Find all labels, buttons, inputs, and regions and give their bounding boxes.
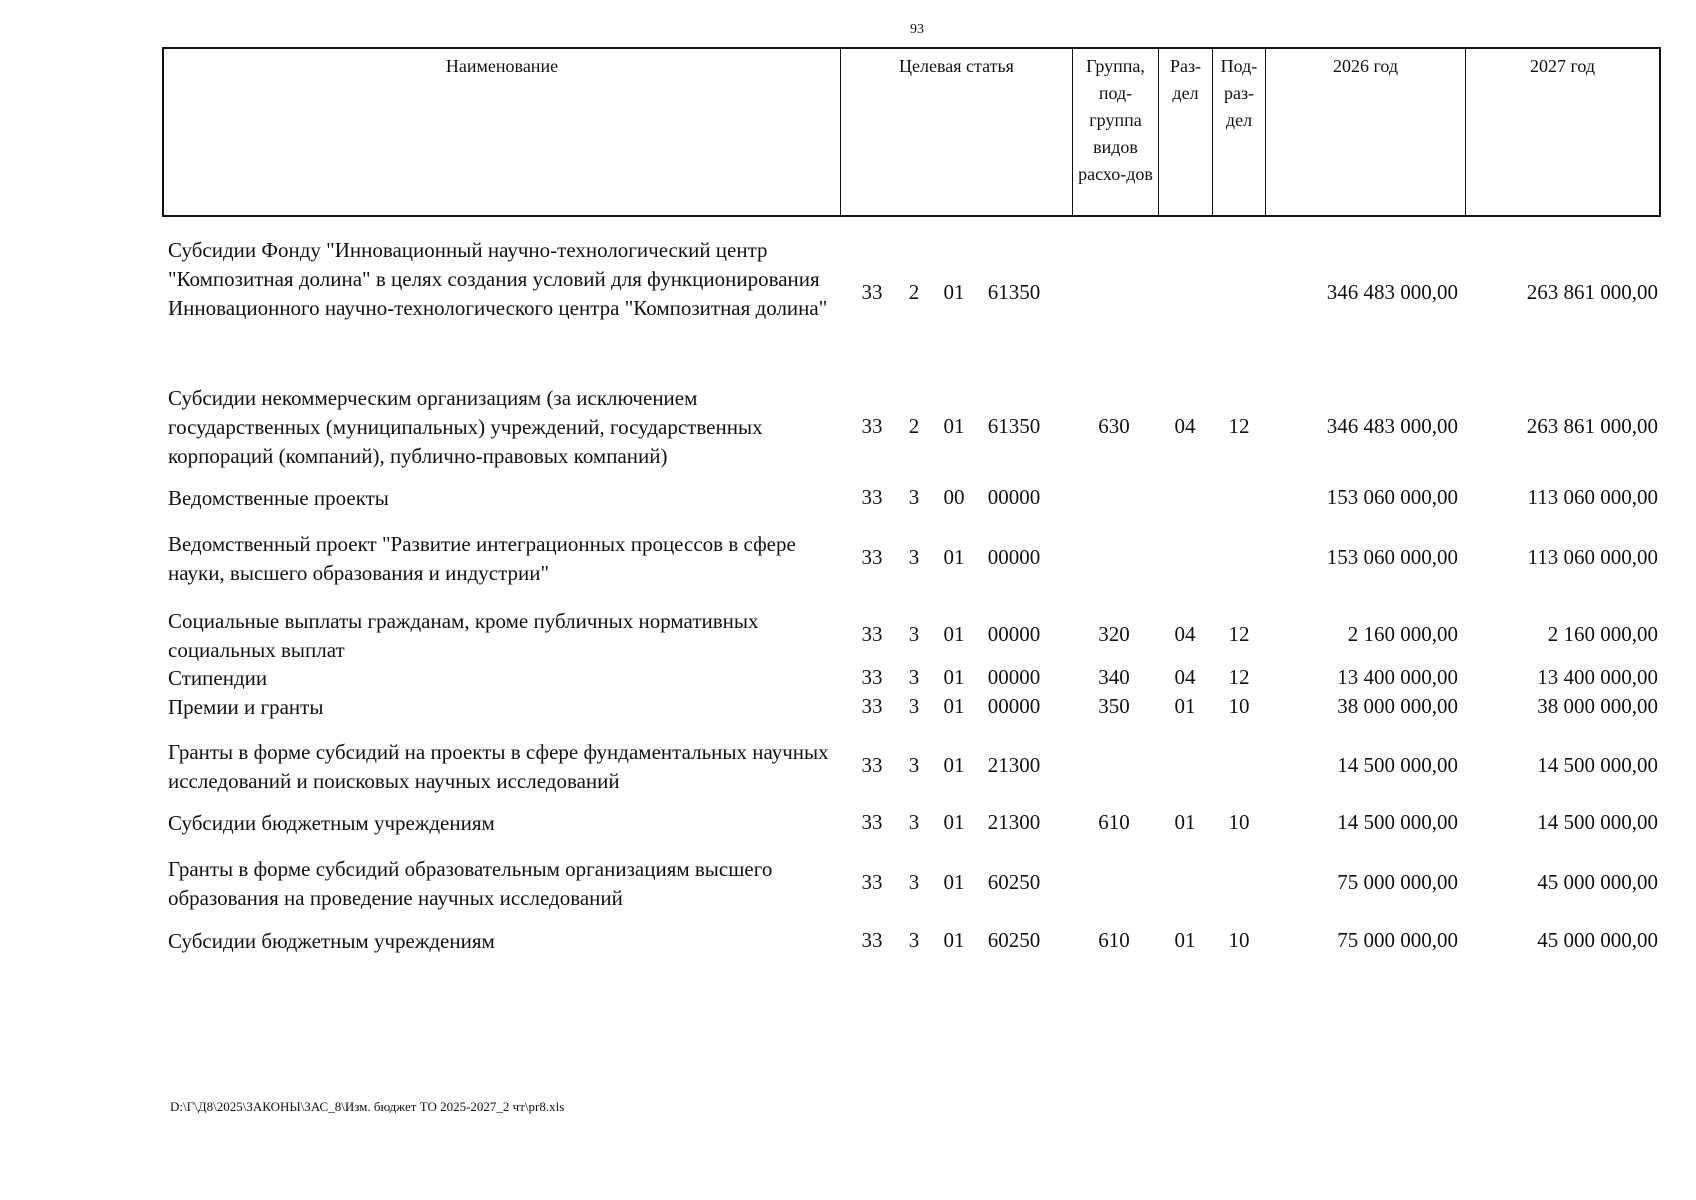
row-name: Премии и гранты bbox=[168, 695, 324, 719]
row-c3: 01 bbox=[943, 809, 965, 834]
row-amount-2027: 113 060 000,00 bbox=[1527, 545, 1658, 569]
row-c1: 33 bbox=[861, 280, 883, 304]
row-amount-2026: 153 060 000,00 bbox=[1326, 484, 1458, 509]
row-amount-2026: 2 160 000,00 bbox=[1347, 622, 1458, 646]
table-row bbox=[162, 927, 1661, 956]
row-c3: 01 bbox=[943, 664, 965, 689]
row-c1: 33 bbox=[861, 753, 883, 777]
table-row bbox=[162, 484, 1661, 513]
row-prz: 10 bbox=[1228, 927, 1250, 952]
row-c3: 01 bbox=[943, 622, 965, 646]
row-c2: 3 bbox=[908, 622, 920, 646]
row-amount-2027: 14 500 000,00 bbox=[1537, 753, 1658, 777]
row-rz: 01 bbox=[1174, 809, 1196, 834]
table-row bbox=[162, 809, 1661, 838]
row-c2: 3 bbox=[908, 664, 920, 689]
row-c3: 01 bbox=[943, 927, 965, 952]
row-prz: 10 bbox=[1228, 693, 1250, 718]
row-c4: 00000 bbox=[987, 664, 1041, 689]
table-row bbox=[162, 530, 1661, 588]
row-name: Ведомственный проект "Развитие интеграционных процессов в сфере науки, высшего образования и индустрии" bbox=[168, 532, 796, 585]
row-c4: 00000 bbox=[987, 693, 1041, 718]
row-amount-2026: 153 060 000,00 bbox=[1326, 545, 1458, 569]
row-c2: 3 bbox=[908, 545, 920, 569]
row-amount-2026: 13 400 000,00 bbox=[1337, 664, 1458, 689]
row-c3: 01 bbox=[943, 413, 965, 438]
table-row bbox=[162, 693, 1661, 722]
row-c3: 01 bbox=[943, 753, 965, 777]
row-c4: 60250 bbox=[987, 870, 1041, 894]
row-c1: 33 bbox=[861, 927, 883, 952]
header-target: Целевая статья bbox=[841, 49, 1073, 215]
row-amount-2027: 13 400 000,00 bbox=[1537, 664, 1658, 689]
row-rz: 01 bbox=[1174, 693, 1196, 718]
header-2026: 2026 год bbox=[1266, 49, 1466, 215]
table-row bbox=[162, 607, 1661, 665]
row-c1: 33 bbox=[861, 413, 883, 438]
row-name: Ведомственные проекты bbox=[168, 486, 389, 510]
table-row bbox=[162, 738, 1661, 796]
row-c1: 33 bbox=[861, 484, 883, 509]
row-c1: 33 bbox=[861, 870, 883, 894]
row-amount-2027: 45 000 000,00 bbox=[1537, 927, 1658, 952]
table-row bbox=[162, 855, 1661, 913]
table-row bbox=[162, 664, 1661, 693]
row-c3: 01 bbox=[943, 280, 965, 304]
row-prz: 10 bbox=[1228, 809, 1250, 834]
row-prz: 12 bbox=[1228, 413, 1250, 438]
row-c4: 61350 bbox=[987, 280, 1041, 304]
header-razdel: Раз-дел bbox=[1159, 49, 1213, 215]
row-grp: 610 bbox=[1098, 809, 1130, 834]
row-name: Субсидии бюджетным учреждениям bbox=[168, 811, 495, 835]
row-grp: 630 bbox=[1098, 413, 1130, 438]
row-c2: 3 bbox=[908, 927, 920, 952]
row-c1: 33 bbox=[861, 664, 883, 689]
row-c4: 60250 bbox=[987, 927, 1041, 952]
row-name: Субсидии бюджетным учреждениям bbox=[168, 929, 495, 953]
row-c4: 61350 bbox=[987, 413, 1041, 438]
row-prz: 12 bbox=[1228, 664, 1250, 689]
row-c1: 33 bbox=[861, 809, 883, 834]
row-rz: 01 bbox=[1174, 927, 1196, 952]
row-c4: 21300 bbox=[987, 809, 1041, 834]
table-row bbox=[162, 236, 1661, 352]
row-amount-2027: 14 500 000,00 bbox=[1537, 809, 1658, 834]
table-row bbox=[162, 384, 1661, 471]
row-grp: 320 bbox=[1098, 622, 1130, 646]
row-amount-2027: 263 861 000,00 bbox=[1526, 280, 1658, 304]
row-c2: 3 bbox=[908, 484, 920, 509]
row-grp: 350 bbox=[1098, 693, 1130, 718]
row-c1: 33 bbox=[861, 545, 883, 569]
header-2027: 2027 год bbox=[1529, 56, 1596, 76]
row-amount-2026: 14 500 000,00 bbox=[1337, 809, 1458, 834]
row-amount-2027: 113 060 000,00 bbox=[1527, 484, 1658, 509]
row-c3: 00 bbox=[943, 484, 965, 509]
row-amount-2027: 45 000 000,00 bbox=[1537, 870, 1658, 894]
row-amount-2026: 38 000 000,00 bbox=[1337, 693, 1458, 718]
row-amount-2027: 2 160 000,00 bbox=[1547, 622, 1658, 646]
row-rz: 04 bbox=[1174, 622, 1196, 646]
row-prz: 12 bbox=[1228, 622, 1250, 646]
row-c3: 01 bbox=[943, 545, 965, 569]
row-c2: 3 bbox=[908, 809, 920, 834]
row-c2: 3 bbox=[908, 693, 920, 718]
header-name: Наименование bbox=[164, 49, 841, 215]
row-name: Гранты в форме субсидий на проекты в сфере фундаментальных научных исследований и поисковых научных исследований bbox=[168, 740, 829, 793]
row-amount-2027: 38 000 000,00 bbox=[1537, 693, 1658, 718]
row-amount-2026: 75 000 000,00 bbox=[1337, 927, 1458, 952]
row-c4: 00000 bbox=[987, 545, 1041, 569]
row-amount-2027: 263 861 000,00 bbox=[1526, 413, 1658, 438]
row-c3: 01 bbox=[943, 693, 965, 718]
row-c2: 2 bbox=[908, 413, 920, 438]
row-amount-2026: 346 483 000,00 bbox=[1326, 413, 1458, 438]
row-name: Стипендии bbox=[168, 666, 268, 690]
row-c2: 2 bbox=[908, 280, 920, 304]
row-name: Гранты в форме субсидий образовательным организациям высшего образования на проведение научных исследований bbox=[168, 857, 773, 910]
row-grp: 340 bbox=[1098, 664, 1130, 689]
row-name: Субсидии Фонду "Инновационный научно-технологический центр "Композитная долина" в целях создания условий для функционирования Инновационного научно-технологического центра "Композитная долина" bbox=[168, 238, 828, 320]
row-c4: 00000 bbox=[987, 622, 1041, 646]
header-podrazdel: Под-раз-дел bbox=[1213, 49, 1266, 215]
row-amount-2026: 75 000 000,00 bbox=[1337, 870, 1458, 894]
row-amount-2026: 14 500 000,00 bbox=[1337, 753, 1458, 777]
row-c1: 33 bbox=[861, 622, 883, 646]
row-name: Социальные выплаты гражданам, кроме публичных нормативных социальных выплат bbox=[168, 609, 759, 662]
row-rz: 04 bbox=[1174, 664, 1196, 689]
row-c3: 01 bbox=[943, 870, 965, 894]
row-c4: 21300 bbox=[987, 753, 1041, 777]
file-path-footer: D:\Г\Д8\2025\ЗАКОНЫ\ЗАС_8\Изм. бюджет ТО 2025-2027_2 чт\pr8.xls bbox=[170, 1099, 565, 1114]
row-c2: 3 bbox=[908, 870, 920, 894]
row-grp: 610 bbox=[1098, 927, 1130, 952]
row-c4: 00000 bbox=[987, 484, 1041, 509]
header-group: Группа, под-группа видов расхо-дов bbox=[1073, 49, 1159, 215]
row-rz: 04 bbox=[1174, 413, 1196, 438]
table-header bbox=[162, 47, 1661, 217]
row-c1: 33 bbox=[861, 693, 883, 718]
page-number: 93 bbox=[910, 22, 924, 37]
row-name: Субсидии некоммерческим организациям (за исключением государственных (муниципальных) учреждений, государственных корпораций (компаний), публично-правовых компаний) bbox=[168, 386, 763, 468]
row-amount-2026: 346 483 000,00 bbox=[1326, 280, 1458, 304]
row-c2: 3 bbox=[908, 753, 920, 777]
